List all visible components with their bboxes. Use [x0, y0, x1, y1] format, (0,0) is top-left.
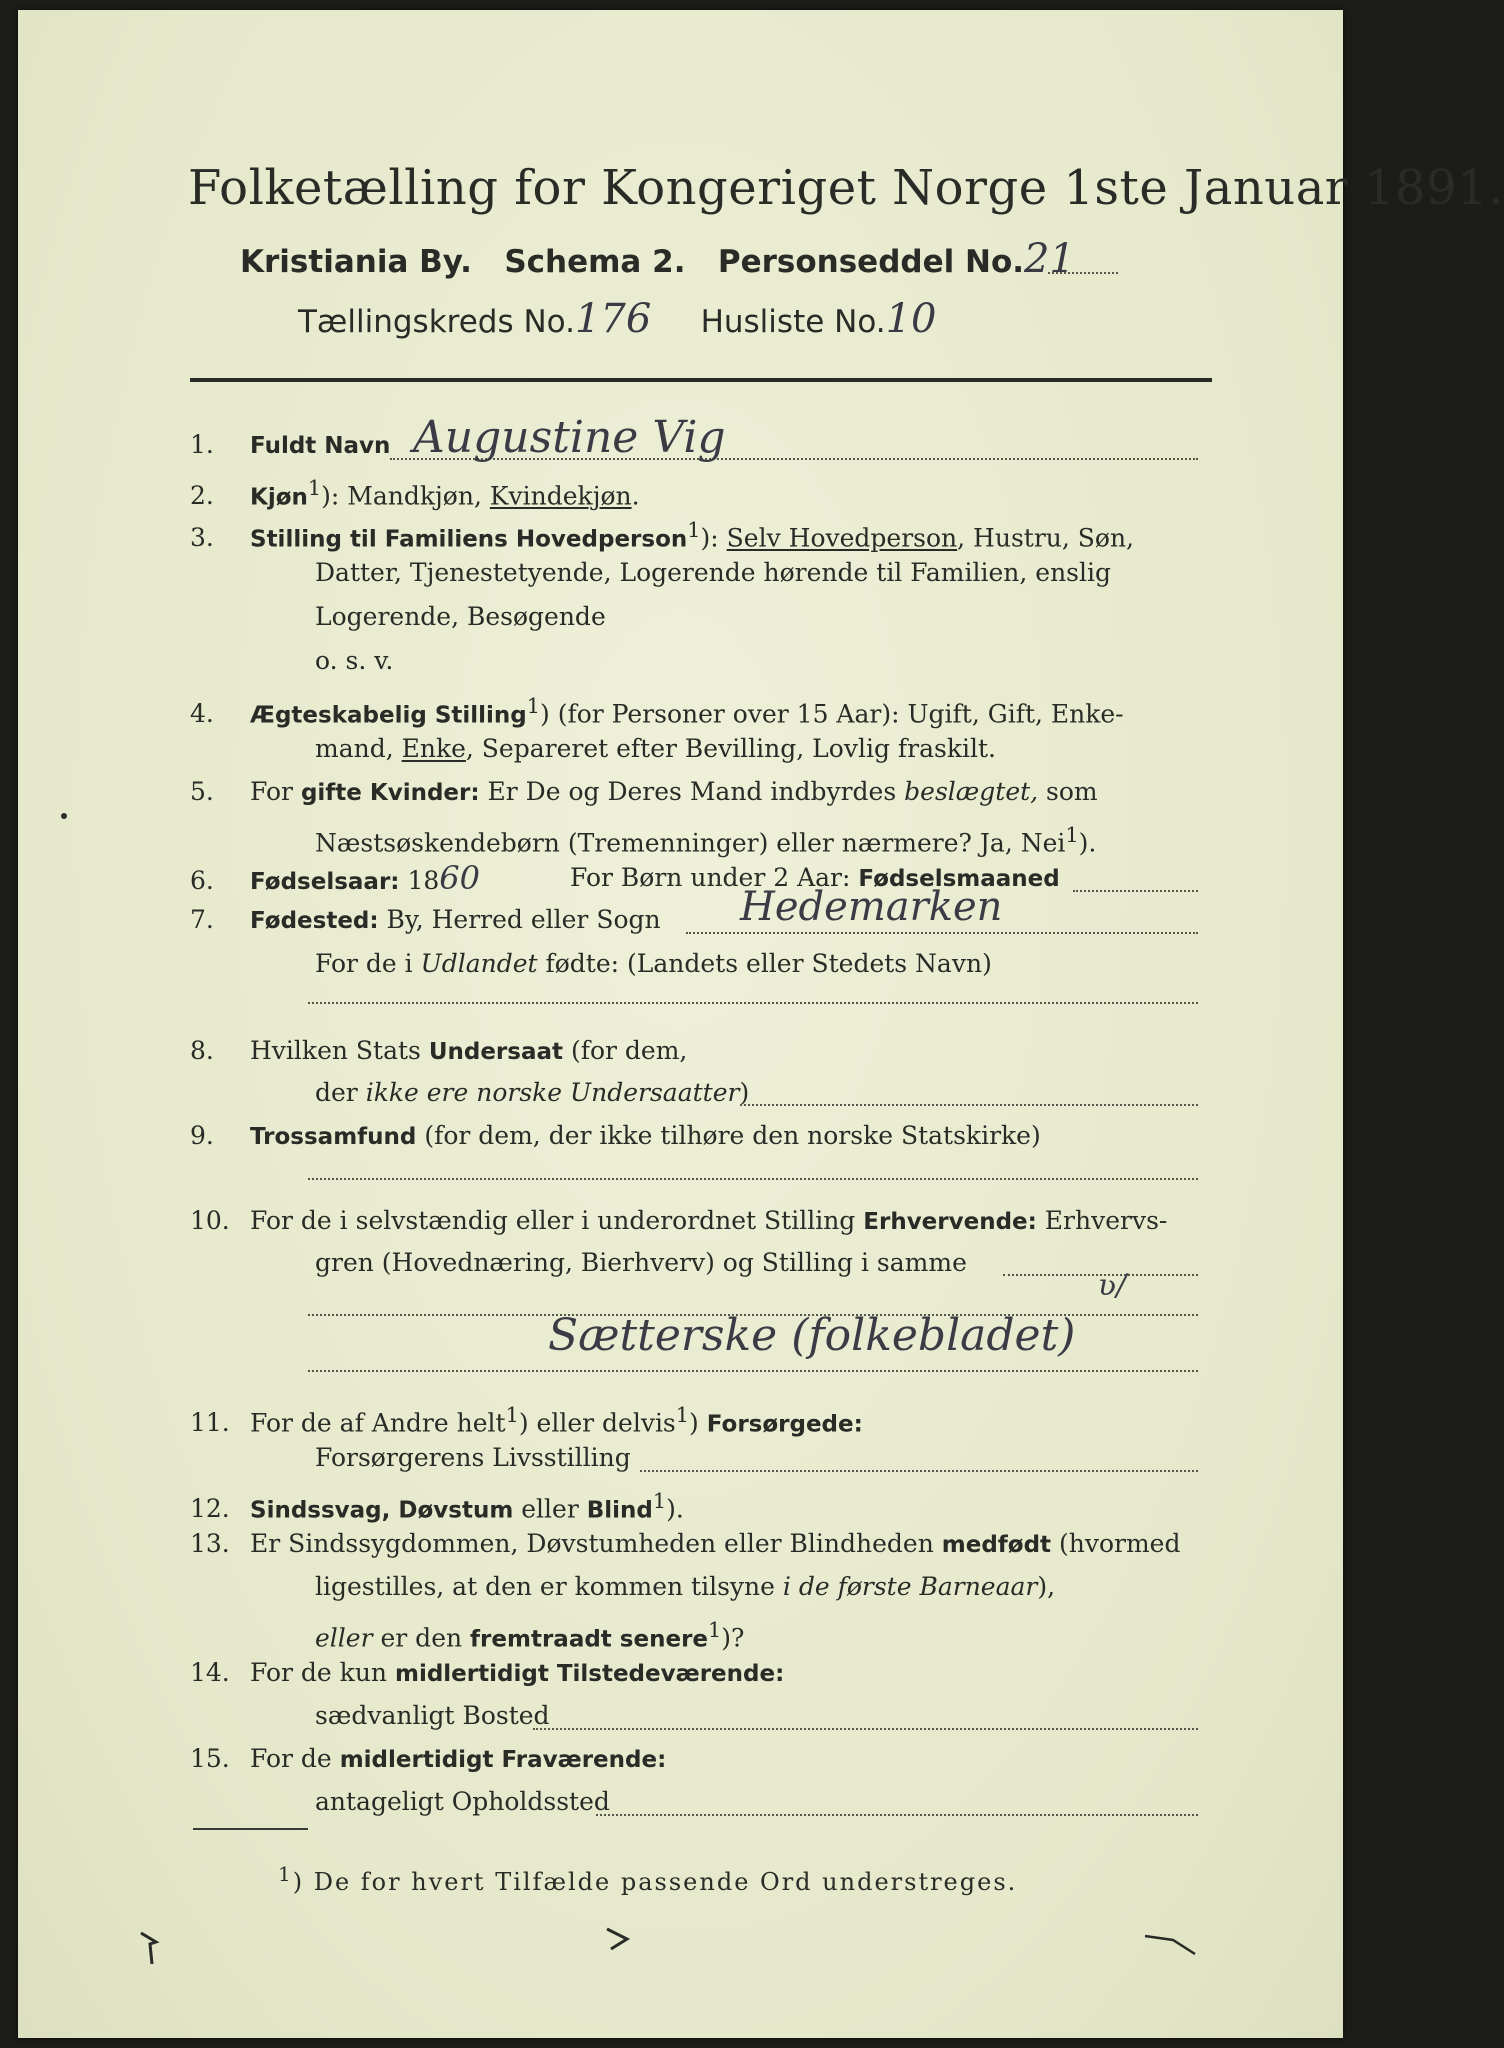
- personseddel-number: 21: [1024, 236, 1075, 282]
- husliste-number: 10: [885, 296, 937, 342]
- question-5: 5. For gifte Kvinder: Er De og Deres Mand indbyrdes beslægtet, som: [190, 777, 1098, 806]
- q7-dotline-2: [308, 1002, 1198, 1004]
- question-13: 13. Er Sindssygdommen, Døvstumheden eller Blindheden medfødt (hvormed: [190, 1529, 1181, 1558]
- q2-underlined-answer: Kvindekjøn: [489, 481, 632, 511]
- header-rule: [190, 378, 1212, 382]
- question-13-line3: eller er den fremtraadt senere$^1$)?: [315, 1618, 745, 1653]
- q7-dotline: [686, 932, 1198, 934]
- form-subtitle-line: [240, 236, 1075, 282]
- question-7-line2: For de i Udlandet fødte: (Landets eller Stedets Navn): [315, 949, 992, 978]
- question-14: 14. For de kun midlertidigt Tilstedeværende:: [190, 1658, 785, 1687]
- question-13-line2: ligestilles, at den er kommen tilsyne i de første Barneaar),: [315, 1572, 1056, 1601]
- footnote-rule: [193, 1828, 308, 1830]
- stray-pen-mark: [136, 1928, 166, 1968]
- question-10-line2: gren (Hovednæring, Bierhverv) og Stilling i samme: [315, 1248, 967, 1277]
- q15-dotline: [596, 1814, 1198, 1816]
- stray-pen-mark: [603, 1925, 643, 1955]
- personseddel-label: Personseddel No.: [717, 244, 1025, 280]
- q3-underlined-answer: Selv Hovedperson: [726, 523, 958, 553]
- question-3-line2: Datter, Tjenestetyende, Logerende hørende til Familien, enslig: [315, 558, 1112, 587]
- q11-dotline: [640, 1470, 1198, 1472]
- taellingskreds-number: 176: [574, 296, 652, 342]
- q10-answer-mark: ʋ/: [1098, 1268, 1127, 1303]
- question-9: 9. Trossamfund (for dem, der ikke tilhøre den norske Statskirke): [190, 1121, 1041, 1150]
- question-14-line2: sædvanligt Bosted: [315, 1701, 550, 1730]
- taellingskreds-label: Tællingskreds No.: [298, 304, 575, 340]
- question-3-line3: Logerende, Besøgende: [315, 602, 606, 631]
- question-15-line2: antageligt Opholdssted: [315, 1787, 610, 1816]
- question-4: 4. Ægteskabelig Stilling$^1$) (for Personer over 15 Aar): Ugift, Gift, Enke-: [190, 694, 1124, 729]
- q4-underlined-answer: Enke: [401, 734, 466, 763]
- form-title: Folketælling for Kongeriget Norge 1ste Januar 1891.: [188, 160, 1504, 216]
- question-11-line2: Forsørgerens Livsstilling: [315, 1443, 631, 1472]
- question-3-line4: o. s. v.: [315, 646, 394, 675]
- question-10: 10. For de i selvstændig eller i underordnet Stilling Erhvervende: Erhvervs-: [190, 1206, 1168, 1235]
- census-form-sheet: [18, 10, 1504, 2038]
- question-12: 12. Sindssvag, Døvstum eller Blind$^1$).: [190, 1489, 684, 1524]
- question-6: 6. Fødselsaar: 1860: [190, 859, 480, 897]
- q6-birth-year: 60: [439, 859, 480, 897]
- q8-dotline: [740, 1104, 1198, 1106]
- form-count-line: [298, 296, 937, 342]
- stray-pen-mark: [1143, 1930, 1203, 1960]
- q10-answer-occupation: Sætterske (folkebladet): [548, 1310, 1076, 1361]
- question-4-line2: mand, Enke, Separeret efter Bevilling, Lovlig fraskilt.: [315, 734, 996, 763]
- city-label: Kristiania By.: [240, 244, 472, 280]
- q7-answer-birthplace: Hedemarken: [740, 884, 1003, 930]
- question-11: 11. For de af Andre helt$^1$) eller delvis$^1$) Forsørgede:: [190, 1403, 863, 1438]
- footnote: $^1$) De for hvert Tilfælde passende Ord understreges.: [278, 1862, 1018, 1896]
- question-8: 8. Hvilken Stats Undersaat (for dem,: [190, 1036, 688, 1065]
- question-2: 2. Kjøn$^1$): Mandkjøn, Kvindekjøn.: [190, 476, 640, 511]
- question-6-infant: For Børn under 2 Aar: Fødselsmaaned: [570, 863, 1060, 892]
- question-7: 7. Fødested: By, Herred eller Sogn: [190, 905, 661, 934]
- personseddel-dotline: [1048, 272, 1118, 274]
- schema-label: Schema 2.: [504, 244, 686, 280]
- q10-dotline-3: [308, 1370, 1198, 1372]
- q9-dotline: [308, 1178, 1198, 1180]
- question-8-line2: der ikke ere norske Undersaatter): [315, 1078, 750, 1107]
- stray-ink-dot: [58, 810, 70, 822]
- husliste-label: Husliste No.: [700, 304, 886, 340]
- question-1: 1. Fuldt Navn: [190, 430, 391, 459]
- q1-answer-name: Augustine Vig: [413, 412, 726, 463]
- q6-dotline: [1073, 890, 1198, 892]
- q14-dotline: [533, 1728, 1198, 1730]
- question-5-line2: Næstsøskendebørn (Tremenninger) eller nærmere? Ja, Nei$^1$).: [315, 823, 1097, 858]
- question-15: 15. For de midlertidigt Fraværende:: [190, 1744, 667, 1773]
- question-3: 3. Stilling til Familiens Hovedperson$^1$): Selv Hovedperson, Hustru, Søn,: [190, 518, 1134, 553]
